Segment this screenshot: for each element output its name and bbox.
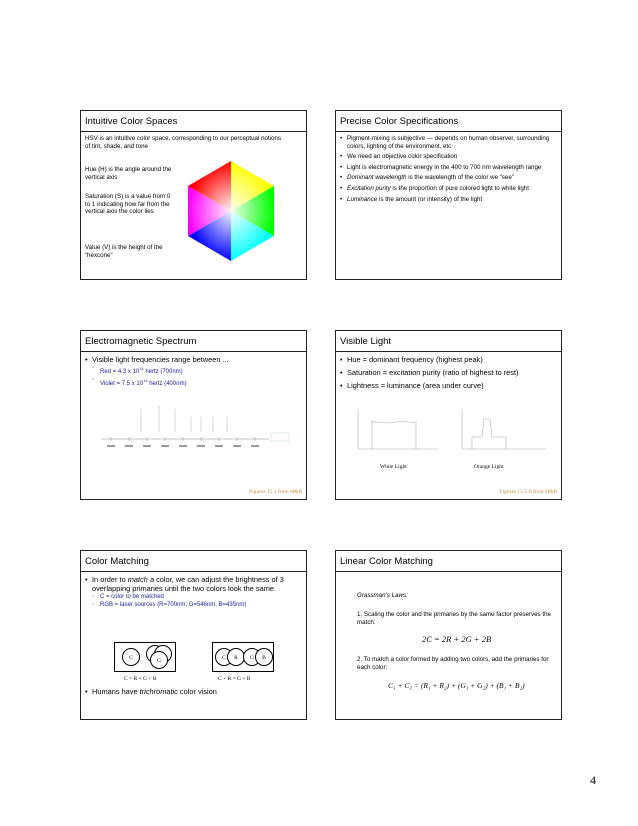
slide-title: Electromagnetic Spectrum bbox=[81, 331, 306, 352]
white-light-label: White Light bbox=[380, 464, 407, 470]
slide-title: Visible Light bbox=[336, 331, 561, 352]
formula-2: C₁ + C₂ = (R₁ + R₂) + (G₁ + G₂) + (B₁ + B₂) bbox=[388, 681, 525, 690]
slide-title: Color Matching bbox=[81, 551, 306, 572]
slide-title: Precise Color Specifications bbox=[336, 111, 561, 132]
slide-title: Linear Color Matching bbox=[336, 551, 561, 572]
white-light-graph bbox=[352, 405, 442, 457]
formula-1: 2C = 2R + 2G + 2B bbox=[422, 634, 492, 644]
slide-title: Intuitive Color Spaces bbox=[81, 111, 306, 132]
law-1-text: 1. Scaling the color and the primaries by the same factor preserves the match: bbox=[357, 611, 551, 626]
circle-g: G bbox=[243, 648, 261, 666]
bullet: • Dominant wavelength is the wavelength of the color we “see” bbox=[339, 174, 558, 182]
bullet: • Saturation = excitation purity (ratio of highest to rest) bbox=[339, 368, 558, 377]
orange-light-graph bbox=[456, 405, 551, 457]
hsv-hexcone-image bbox=[185, 161, 277, 261]
circle-r: R bbox=[227, 648, 245, 666]
slide-body bbox=[339, 135, 558, 277]
hsv-intro: HSV is an intuitive color space, corresponding to our perceptual notions of tint, shade, and tone bbox=[85, 135, 282, 150]
circle-g: G bbox=[150, 651, 168, 669]
bullet: • We need an objective color specification bbox=[339, 153, 558, 161]
slide-color-matching bbox=[80, 550, 307, 720]
bullet: • Humans have trichromatic color vision bbox=[84, 687, 302, 696]
grassman-laws-label: Grassman’s Laws: bbox=[357, 592, 408, 599]
spectrum-figure bbox=[101, 399, 291, 457]
term: Excitation purity bbox=[347, 184, 391, 192]
bullet: • Lightness = luminance (area under curve) bbox=[339, 381, 558, 390]
slide-visible-light bbox=[335, 330, 562, 500]
bullet: • Luminance is the amount (or intensity) of the light bbox=[339, 196, 558, 204]
sub-bullet: ◦ RGB = laser sources (R=700nm, G=546nm, B=435nm) bbox=[84, 602, 303, 610]
orange-light-label: Orange Light bbox=[474, 464, 504, 470]
bullet: • Excitation purity is the proportion of pure colored light to white light bbox=[339, 185, 558, 193]
match-box-left bbox=[114, 642, 176, 672]
bullet: • In order to match a color, we can adjust the brightness of 3 overlapping primaries until the two colors look the same. bbox=[84, 575, 303, 593]
term: Luminance bbox=[347, 195, 378, 203]
match-box-right bbox=[212, 642, 274, 672]
slide-linear-color-matching bbox=[335, 550, 562, 720]
circle-c: C bbox=[122, 648, 140, 666]
slide-electromagnetic-spectrum bbox=[80, 330, 307, 500]
term: Dominant wavelength bbox=[347, 174, 407, 182]
figure-caption: Figures 15.1 from H&B bbox=[249, 489, 302, 495]
bullet: • Visible light frequencies range between ... bbox=[84, 355, 303, 364]
sub-bullet-violet: ◦ Violet = 7.5 x $10^{14}$ hertz (400nm) bbox=[84, 377, 303, 389]
equation-right: C + R = G + B bbox=[218, 676, 251, 682]
circle-c: C bbox=[215, 648, 233, 666]
figure-caption: Figures 15.5-6 from H&B bbox=[499, 489, 557, 495]
circle-b: B bbox=[255, 648, 273, 666]
sub-bullet: ◦ C = color to be matched bbox=[84, 594, 303, 602]
law-2-text: 2. To match a color formed by adding two colors, add the primaries for each color: bbox=[357, 656, 549, 671]
page-number: 4 bbox=[590, 773, 596, 787]
value-text: Value (V) is the height of the “hexcone” bbox=[85, 244, 163, 259]
sub-bullet-red: ◦ Red = 4.3 x $10^{14}$ hertz (700nm) bbox=[84, 365, 303, 377]
hue-text: Hue (H) is the angle around the vertical axis bbox=[85, 166, 172, 181]
slide-precise-color-specifications bbox=[335, 110, 562, 280]
saturation-text: Saturation (S) is a value from 0 to 1 indicating how far from the vertical axis the color lies bbox=[85, 193, 171, 216]
bullet: • Hue = dominant frequency (highest peak) bbox=[339, 355, 558, 364]
bullet: • Pigment-mixing is subjective --- depends on human observer, surrounding colors, lighting of the environment, etc bbox=[339, 135, 558, 150]
equation-left: C = R + G + B bbox=[124, 676, 157, 682]
slide-intuitive-color-spaces bbox=[80, 110, 307, 280]
bullet: • Light is electromagnetic energy in the 400 to 700 nm wavelength range bbox=[339, 164, 558, 172]
